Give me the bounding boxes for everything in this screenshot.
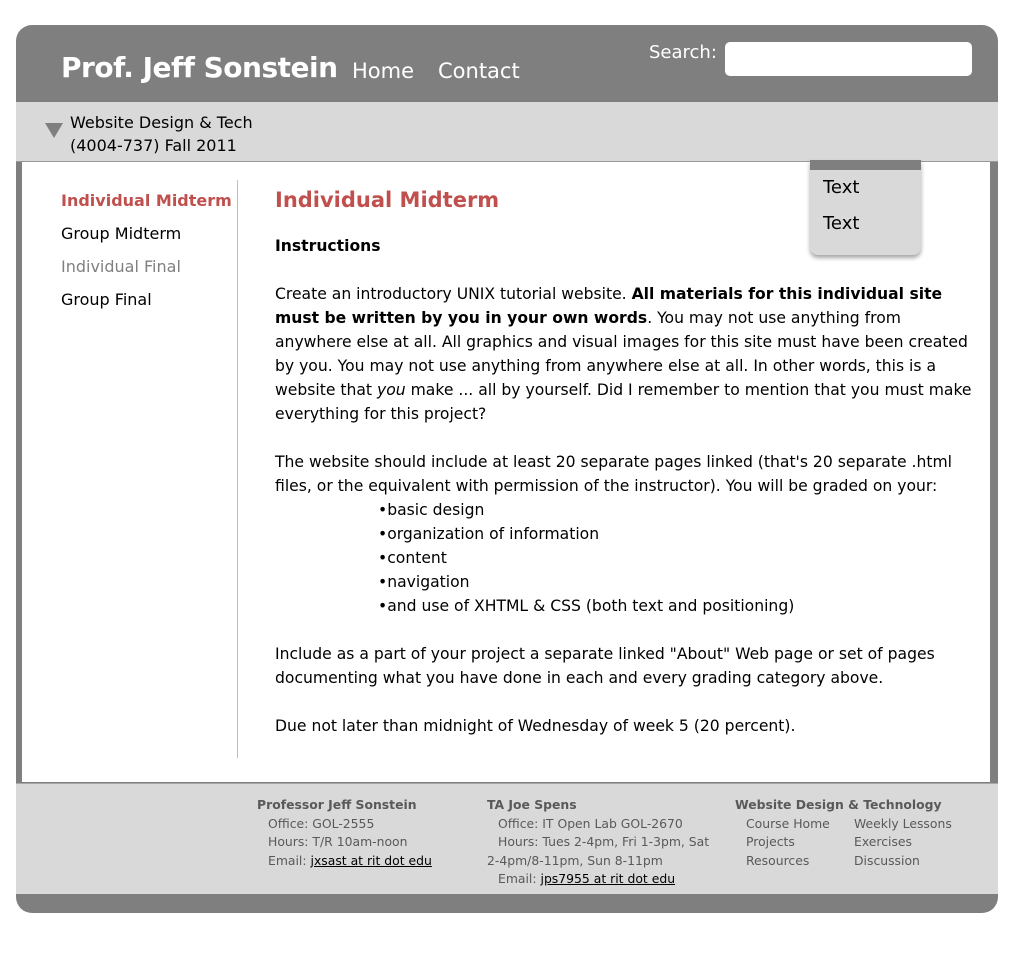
footer-course-links <box>735 815 964 871</box>
sidebar-item-group-final[interactable]: Group Final <box>61 290 152 309</box>
footer-ta-email-row: Email: jps7955 at rit dot edu <box>498 871 676 886</box>
footer-course <box>735 796 964 870</box>
list-item: • navigation <box>378 570 975 594</box>
nav-home-link[interactable]: Home <box>352 59 415 83</box>
page-title: Individual Midterm <box>275 188 500 212</box>
sidebar-item-individual-midterm[interactable]: Individual Midterm <box>61 191 232 210</box>
footer-link-resources[interactable]: Resources <box>746 852 810 868</box>
course-title-line2: (4004-737) Fall 2011 <box>70 136 237 155</box>
course-bar <box>16 102 998 162</box>
footer-link-course-home[interactable]: Course Home <box>746 815 830 831</box>
instructions-heading: Instructions <box>275 237 381 255</box>
dropdown-item[interactable]: Text <box>823 213 860 234</box>
footer-ta-heading: TA Joe Spens <box>487 797 577 812</box>
footer-professor-hours: Hours: T/R 10am-noon <box>268 834 408 849</box>
sidebar <box>61 184 241 316</box>
footer-professor-email-row: Email: jxsast at rit dot edu <box>268 852 432 868</box>
ta-email-link[interactable]: jps7955 at rit dot edu <box>540 871 676 886</box>
course-title-line1: Website Design & Tech <box>70 113 253 132</box>
content-area <box>22 162 990 782</box>
footer-professor-office: Office: GOL-2555 <box>268 815 375 831</box>
paragraph-due: Due not later than midnight of Wednesday of week 5 (20 percent). <box>275 717 796 735</box>
footer-ta <box>487 796 709 889</box>
paragraph-about: Include as a part of your project a separate linked "About" Web page or set of pages documenting what you have done in each and every grading category above. <box>275 645 935 687</box>
search-input[interactable] <box>725 42 972 76</box>
list-item: • and use of XHTML & CSS (both text and positioning) <box>378 594 975 618</box>
footer-link-exercises[interactable]: Exercises <box>854 834 913 849</box>
site-footer <box>16 783 998 894</box>
footer-link-discussion[interactable]: Discussion <box>854 852 920 868</box>
footer-ta-hours: Hours: Tues 2-4pm, Fri 1-3pm, Sat <box>498 834 710 849</box>
site-title[interactable]: Prof. Jeff Sonstein <box>61 51 338 84</box>
footer-link-projects[interactable]: Projects <box>746 834 795 849</box>
footer-professor <box>257 796 432 870</box>
footer-professor-heading: Professor Jeff Sonstein <box>257 797 417 812</box>
main-content <box>275 184 975 738</box>
list-item: • content <box>378 546 975 570</box>
search-label: Search: <box>649 42 717 63</box>
paragraph-requirements: The website should include at least 20 separate pages linked (that's 20 separate .html files, or the equivalent with permission of the instructor). You will be graded on your: <box>275 453 953 495</box>
sidebar-item-individual-final[interactable]: Individual Final <box>61 257 181 276</box>
footer-course-heading: Website Design & Technology <box>735 797 942 812</box>
grading-list <box>378 498 975 618</box>
course-title[interactable] <box>70 111 253 157</box>
footer-ta-hours-cont: 2-4pm/8-11pm, Sun 8-11pm <box>487 852 663 868</box>
paragraph-intro: Create an introductory UNIX tutorial website. All materials for this individual site must be written by you in your own words. You may not use anything from anywhere else at all. All graphics and visual images for this site must have been created by you. You may not use anything from anywhere else at all. In other words, this is a website that you make ... all by yourself. Did I remember to mention that you must make everything for this project? <box>275 285 972 423</box>
footer-ta-office: Office: IT Open Lab GOL-2670 <box>498 815 683 831</box>
nav-contact-link[interactable]: Contact <box>438 59 520 83</box>
dropdown-item[interactable]: Text <box>823 177 860 198</box>
list-item: • organization of information <box>378 522 975 546</box>
dropdown-menu <box>810 160 921 255</box>
professor-email-link[interactable]: jxsast at rit dot edu <box>310 852 432 868</box>
sidebar-item-group-midterm[interactable]: Group Midterm <box>61 224 182 243</box>
triangle-down-icon[interactable] <box>45 123 63 138</box>
list-item: • basic design <box>378 498 975 522</box>
footer-link-weekly-lessons[interactable]: Weekly Lessons <box>854 815 952 831</box>
site-header <box>16 25 998 102</box>
sidebar-divider <box>237 180 238 758</box>
